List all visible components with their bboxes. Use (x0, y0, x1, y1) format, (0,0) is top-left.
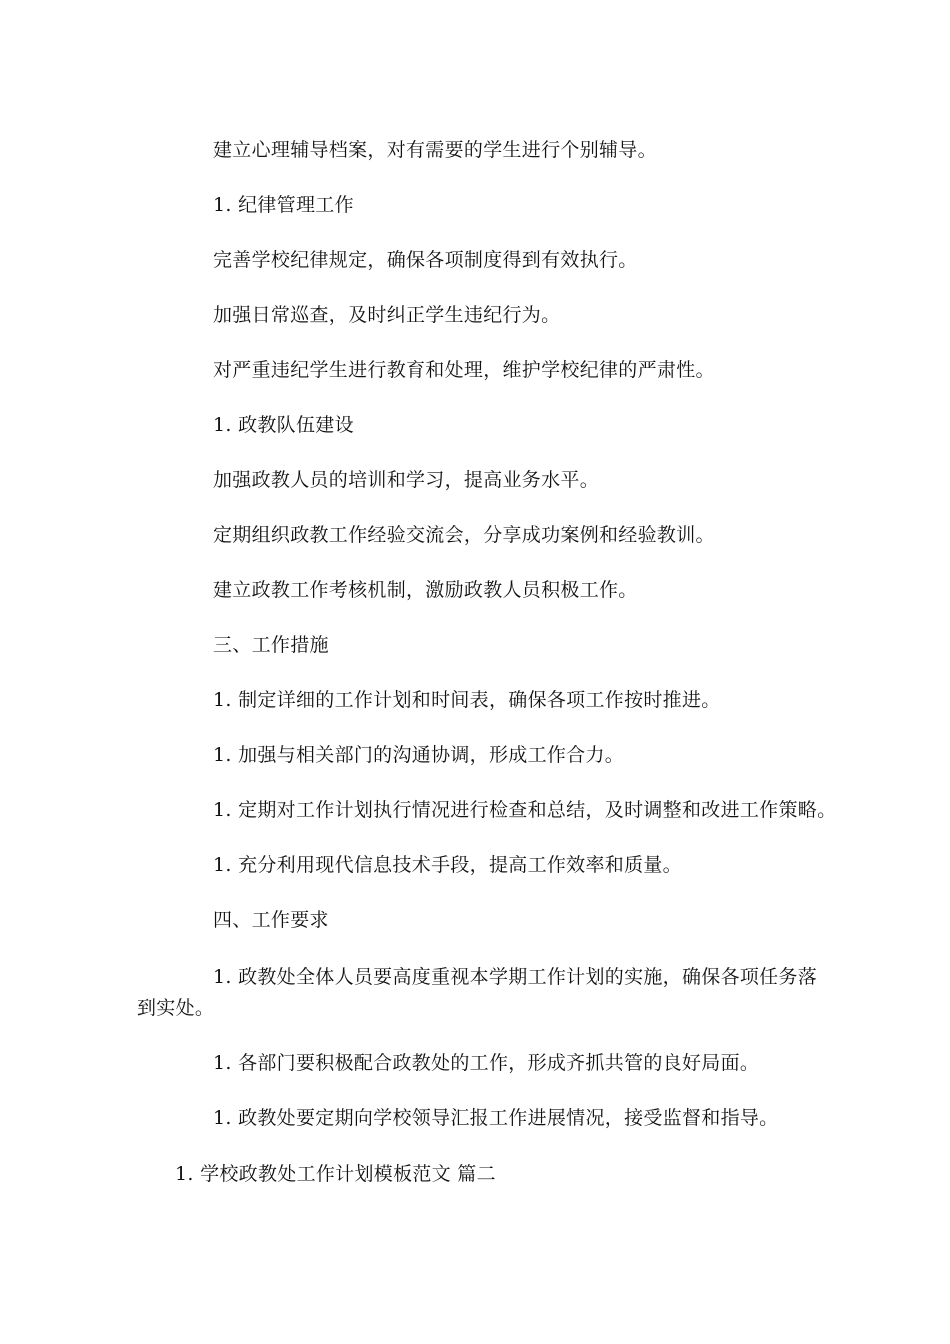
list-item-report-progress: 1. 政教处要定期向学校领导汇报工作进展情况，接受监督和指导。 (213, 1107, 779, 1129)
list-item-regular-review: 1. 定期对工作计划执行情况进行检查和总结，及时调整和改进工作策略。 (213, 799, 837, 821)
list-item-detailed-plan: 1. 制定详细的工作计划和时间表，确保各项工作按时推进。 (213, 689, 721, 711)
paragraph-discipline-rules: 完善学校纪律规定，确保各项制度得到有效执行。 (213, 249, 638, 271)
heading-discipline-management: 1. 纪律管理工作 (213, 194, 354, 216)
list-item-information-technology: 1. 充分利用现代信息技术手段，提高工作效率和质量。 (213, 854, 682, 876)
heading-work-measures: 三、工作措施 (213, 634, 329, 656)
heading-team-building: 1. 政教队伍建设 (213, 414, 354, 436)
section-title-part-two: 1. 学校政教处工作计划模板范文 篇二 (175, 1163, 496, 1185)
list-item-department-cooperation: 1. 各部门要积极配合政教处的工作，形成齐抓共管的良好局面。 (213, 1052, 760, 1074)
paragraph-counseling-records: 建立心理辅导档案，对有需要的学生进行个别辅导。 (213, 139, 657, 161)
paragraph-experience-exchange: 定期组织政教工作经验交流会，分享成功案例和经验教训。 (213, 524, 715, 546)
paragraph-assessment-mechanism: 建立政教工作考核机制，激励政教人员积极工作。 (213, 579, 638, 601)
list-item-full-attention-continued: 到实处。 (137, 997, 215, 1019)
paragraph-daily-patrol: 加强日常巡查，及时纠正学生违纪行为。 (213, 304, 561, 326)
paragraph-staff-training: 加强政教人员的培训和学习，提高业务水平。 (213, 469, 600, 491)
list-item-full-attention: 1. 政教处全体人员要高度重视本学期工作计划的实施，确保各项任务落 (213, 966, 818, 988)
list-item-coordination: 1. 加强与相关部门的沟通协调，形成工作合力。 (213, 744, 625, 766)
paragraph-serious-violations: 对严重违纪学生进行教育和处理，维护学校纪律的严肃性。 (213, 359, 715, 381)
heading-work-requirements: 四、工作要求 (213, 909, 329, 931)
